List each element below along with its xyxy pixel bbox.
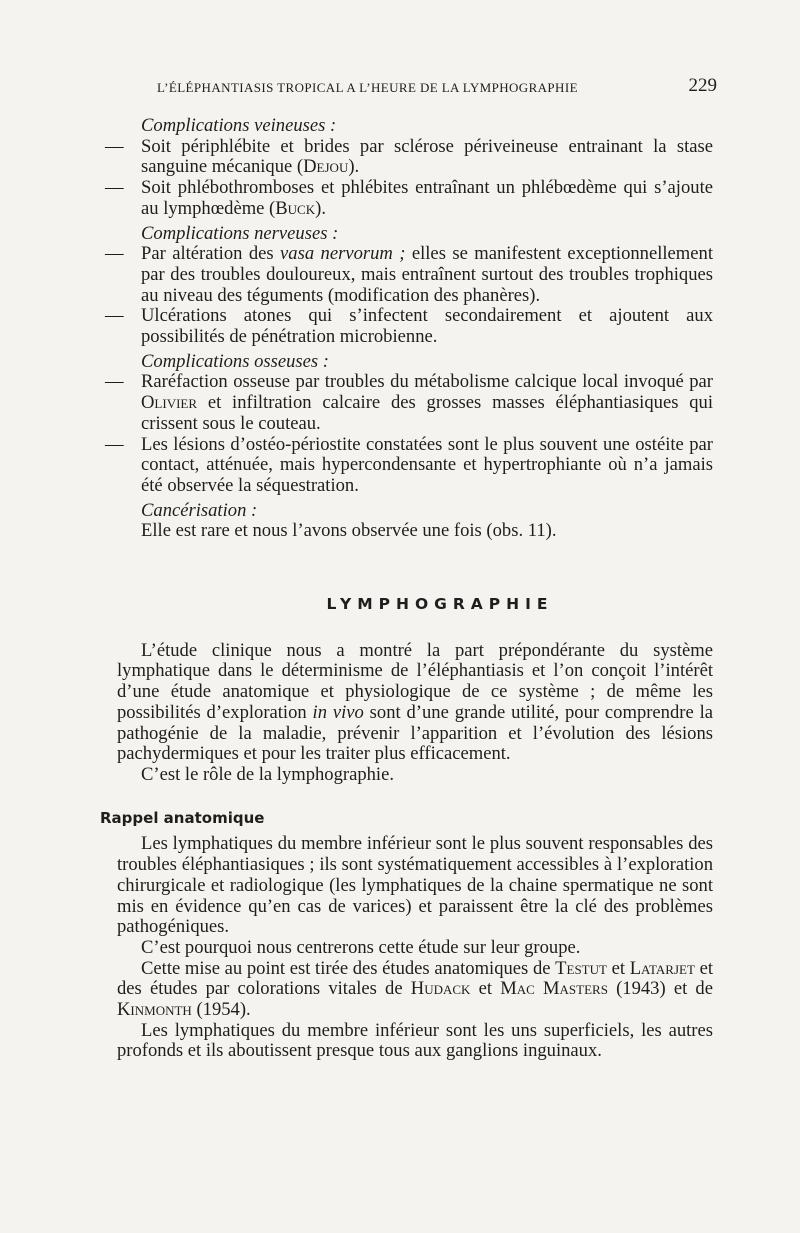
list-item: — Soit phlébothromboses et phlébites entraînant un phlébœdème qui s’ajoute au lymphœdème (Buck). [105, 177, 713, 219]
list-item: — Ulcérations atones qui s’infectent secondairement et ajoutent aux possibilités de pénétration microbienne. [105, 305, 713, 348]
list-item: — Par altération des vasa nervorum ; elles se manifestent exceptionnellement par des troubles douloureux, mais entraînent surtout des troubles trophiques au niveau des téguments (modification des phanères). [105, 243, 713, 306]
list-item: — Raréfaction osseuse par troubles du métabolisme calcique local invoqué par Olivier et infiltration calcaire des grosses masses éléphantiasiques qui crissent sous le couteau. [105, 371, 713, 434]
paragraph: Cette mise au point est tirée des études anatomiques de Testut et Latarjet et des études par colorations vitales de Hudack et Mac Masters (1943) et de Kinmonth (1954). [117, 957, 713, 1021]
list-item: — Les lésions d’ostéo-périostite constatées sont le plus souvent une ostéite par contact, atténuée, mais hypercondensante et hypertrophiante où n’a jamais été observée la séquestration. [105, 433, 713, 496]
running-title: L’ÉLÉPHANTIASIS TROPICAL A L’HEURE DE LA LYMPHOGRAPHIE [157, 80, 578, 95]
paragraph: C’est pourquoi nous centrerons cette étude sur leur groupe. [141, 936, 581, 958]
subtitle-complications-osseuses: Complications osseuses : [141, 350, 329, 372]
subtitle-cancerisation: Cancérisation : [141, 499, 258, 521]
subtitle-complications-nerveuses: Complications nerveuses : [141, 222, 339, 244]
subtitle-complications-veineuses: Complications veineuses : [141, 115, 337, 136]
list-item: — Soit périphlébite et brides par sclérose périveineuse entrainant la stase sanguine mécanique (Dejou). [105, 135, 713, 178]
paragraph: L’étude clinique nous a montré la part prépondérante du système lymphatique dans le déterminisme de l’éléphantiasis et l’on conçoit l’intérêt d’une étude anatomique et physiologique de ce système ; de même les possibilités d’exploration in vivo sont d’une grande utilité, pour comprendre la pathogénie de la maladie, prévenir l’apparition et l’évolution des lésions pachydermiques et pour les traiter plus efficacement. [117, 639, 713, 765]
cancerisation-text: Elle est rare et nous l’avons observée une fois (obs. 11). [141, 520, 557, 542]
running-header [157, 75, 717, 96]
paragraph: C’est le rôle de la lymphographie. [141, 763, 395, 785]
paragraph: Les lymphatiques du membre inférieur sont les uns superficiels, les autres profonds et ils aboutissent presque tous aux ganglions inguinaux. [117, 1019, 713, 1062]
section-title: LYMPHOGRAPHIE [326, 595, 554, 614]
subsection-heading: Rappel anatomique [100, 808, 265, 827]
paragraph: Les lymphatiques du membre inférieur sont le plus souvent responsables des troubles éléphantiasiques ; ils sont systématiquement accessibles à l’exploration chirurgicale et radiologique (les lymphatiques de la chaine spermatique ne sont mis en évidence qu’en cas de varices) et paraissent être la clé des problèmes pathogéniques. [117, 833, 713, 938]
body-text [100, 115, 713, 1062]
page-number: 229 [688, 75, 717, 96]
